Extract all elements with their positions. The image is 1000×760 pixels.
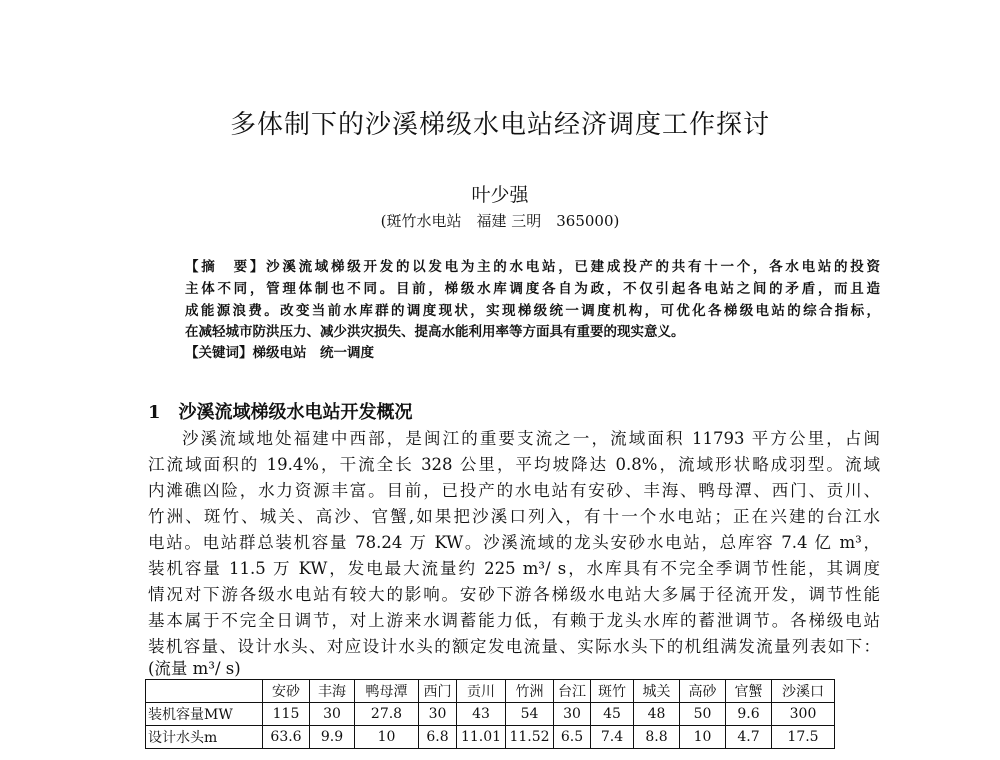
table-cell: 63.6 — [263, 726, 310, 749]
table-header-cell: 贡川 — [457, 680, 506, 703]
table-cell: 6.8 — [419, 726, 457, 749]
table-row — [146, 726, 835, 749]
table-cell: 11.52 — [506, 726, 554, 749]
table-cell: 300 — [772, 703, 835, 726]
author: 叶少强 — [471, 184, 529, 206]
table-cell: 8.8 — [634, 726, 680, 749]
table-header-row — [146, 680, 835, 703]
table-cell: 10 — [355, 726, 419, 749]
table-cell: 7.4 — [591, 726, 634, 749]
table-header-cell: 鸭母潭 — [355, 680, 419, 703]
abstract-line: 在减轻城市防洪压力、减少洪灾损失、提高水能利用率等方面具有重要的现实意义。 — [185, 324, 685, 340]
row-label: 设计水头m — [146, 726, 263, 749]
table-cell: 48 — [634, 703, 680, 726]
table-cell: 4.7 — [726, 726, 772, 749]
keywords: 【关键词】梯级电站 统一调度 — [185, 345, 374, 361]
table-cell: 30 — [419, 703, 457, 726]
table-cell: 115 — [263, 703, 310, 726]
table-header-cell: 丰海 — [310, 680, 355, 703]
table-cell: 17.5 — [772, 726, 835, 749]
table-header-cell: 官蟹 — [726, 680, 772, 703]
body-line: 情况对下游各级水电站有较大的影响。安砂下游各梯级水电站大多属于径流开发，调节性能 — [148, 585, 880, 604]
table-cell: 27.8 — [355, 703, 419, 726]
table-header-cell: 斑竹 — [591, 680, 634, 703]
body-line: 内滩礁凶险，水力资源丰富。目前，已投产的水电站有安砂、丰海、鸭母潭、西门、贡川、 — [148, 481, 880, 500]
abstract-line: 【摘 要】沙溪流域梯级开发的以发电为主的水电站，已建成投产的共有十一个，各水电站的投资 — [185, 259, 880, 275]
table-cell: 30 — [310, 703, 355, 726]
body-line: (流量 m³/ s) — [148, 659, 241, 678]
table-cell: 30 — [554, 703, 591, 726]
body-line: 江流域面积的 19.4%，干流全长 328 公里，平均坡降达 0.8%，流域形状略成羽型。流域 — [148, 455, 880, 474]
table-header-cell: 台江 — [554, 680, 591, 703]
section-heading: 1 沙溪流域梯级水电站开发概况 — [148, 402, 413, 423]
table-cell: 11.01 — [457, 726, 506, 749]
table-cell: 54 — [506, 703, 554, 726]
table-cell: 45 — [591, 703, 634, 726]
table-cell: 9.9 — [310, 726, 355, 749]
table-header-cell — [146, 680, 263, 703]
table-header-cell: 城关 — [634, 680, 680, 703]
body-line: 竹洲、斑竹、城关、高沙、官蟹,如果把沙溪口列入，有十一个水电站；正在兴建的台江水 — [148, 507, 880, 526]
table-row — [146, 703, 835, 726]
body-line: 装机容量 11.5 万 KW，发电最大流量约 225 m³/ s，水库具有不完全季调节性能，其调度 — [148, 559, 880, 578]
table-cell: 6.5 — [554, 726, 591, 749]
table-cell: 50 — [680, 703, 726, 726]
paper-title: 多体制下的沙溪梯级水电站经济调度工作探讨 — [229, 110, 770, 140]
table-header-cell: 西门 — [419, 680, 457, 703]
body-line: 装机容量、设计水头、对应设计水头的额定发电流量、实际水头下的机组满发流量列表如下： — [148, 637, 880, 656]
abstract-line: 主体不同，管理体制也不同。目前，梯级水库调度各自为政，不仅引起各电站之间的矛盾，而且造 — [185, 281, 880, 297]
body-line: 电站。电站群总装机容量 78.24 万 KW。沙溪流域的龙头安砂水电站，总库容 7.4 亿 m³， — [148, 533, 880, 552]
table-header-cell: 沙溪口 — [772, 680, 835, 703]
row-label: 装机容量MW — [146, 703, 263, 726]
table-header-cell: 竹洲 — [506, 680, 554, 703]
body-line: 基本属于不完全日调节，对上游来水调蓄能力低，有赖于龙头水库的蓄泄调节。各梯级电站 — [148, 611, 880, 630]
table-cell: 43 — [457, 703, 506, 726]
abstract-line: 成能源浪费。改变当前水库群的调度现状，实现梯级统一调度机构，可优化各梯级电站的综合指标， — [185, 303, 880, 319]
table-cell: 10 — [680, 726, 726, 749]
affiliation: (斑竹水电站 福建 三明 365000) — [380, 212, 620, 230]
station-table — [145, 679, 835, 749]
table-header-cell: 安砂 — [263, 680, 310, 703]
table-header-cell: 高砂 — [680, 680, 726, 703]
body-line: 沙溪流域地处福建中西部，是闽江的重要支流之一，流域面积 11793 平方公里，占闽 — [182, 429, 880, 448]
table-cell: 9.6 — [726, 703, 772, 726]
